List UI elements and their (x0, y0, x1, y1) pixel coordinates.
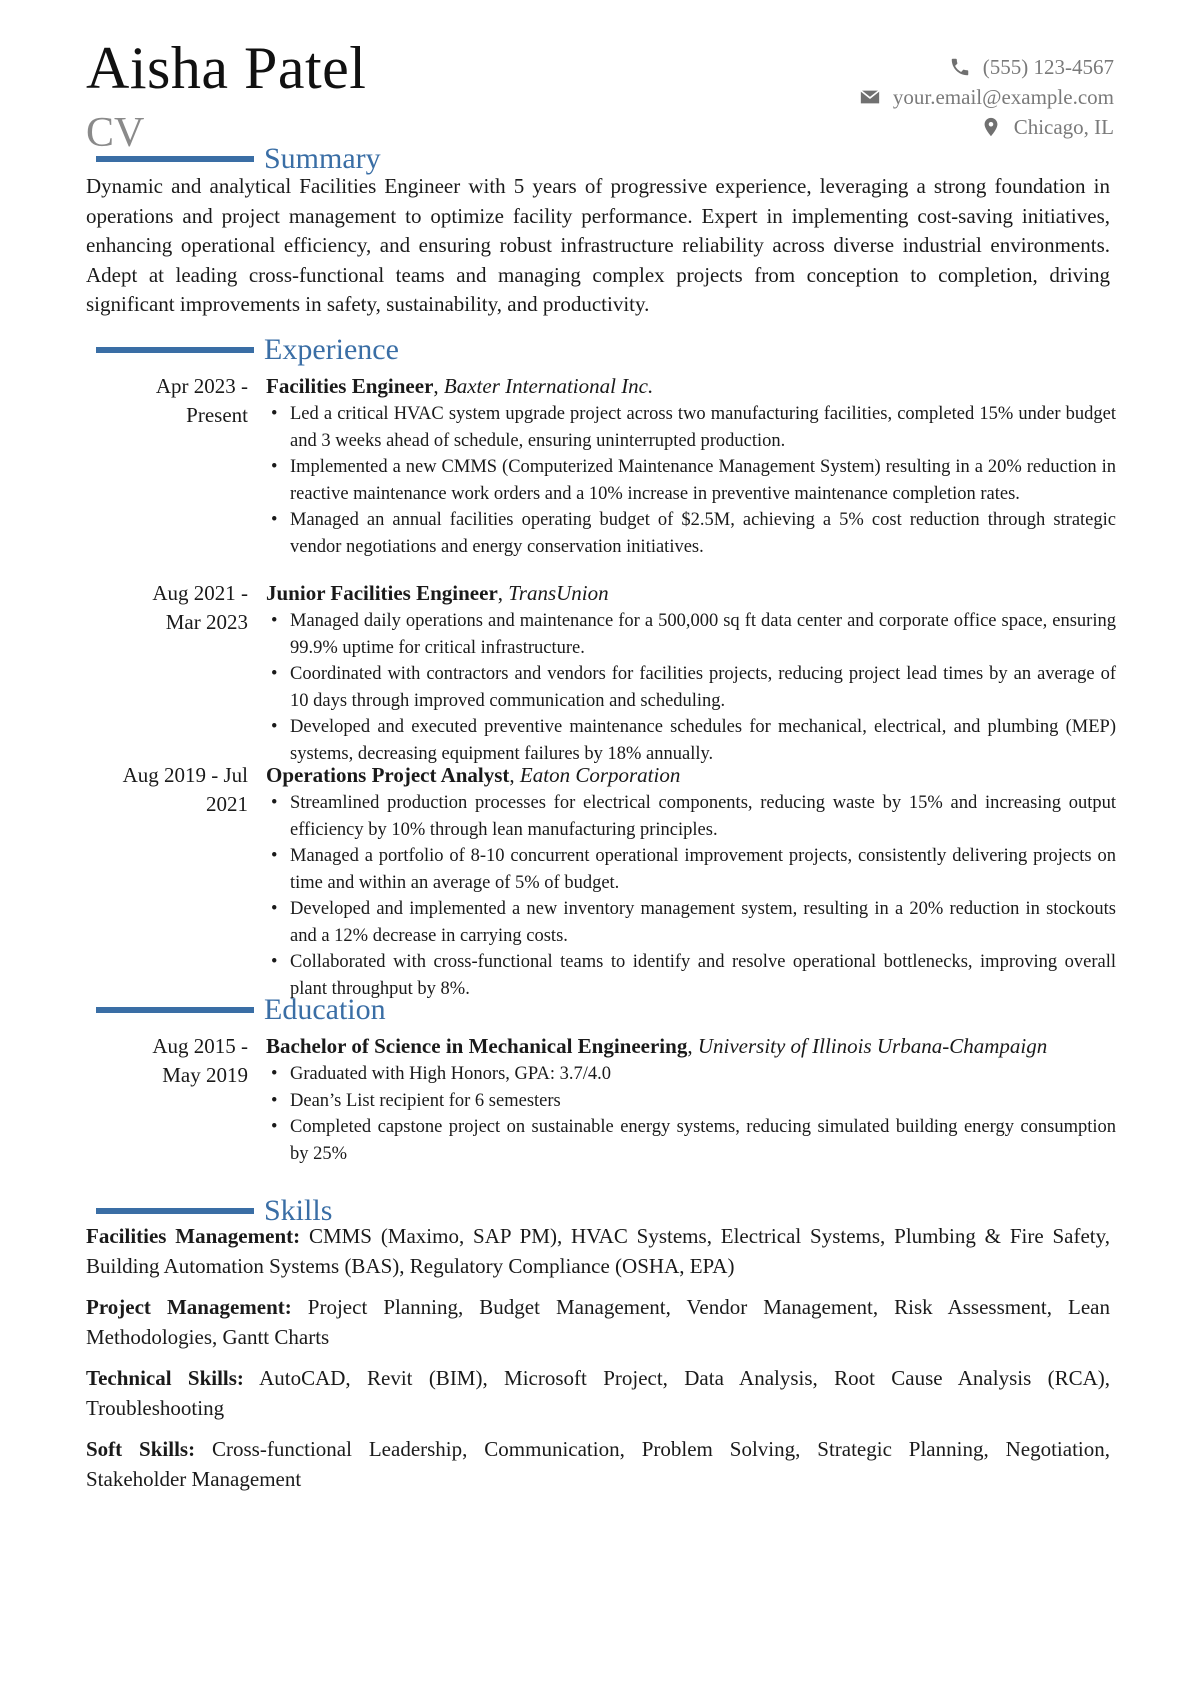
document-subtitle: CV (86, 110, 145, 156)
list-item: • Developed and implemented a new inventory management system, resulting in a 20% reduction in stockouts and a 12% decrease in carrying costs. (266, 896, 1116, 949)
entry-content: Facilities Engineer, Baxter International Inc. • Led a critical HVAC system upgrade project across two manufacturing facilities, completed 15% under budget and 3 weeks ahead of schedule, ensuring uninterrupted production. • Implemented a new CMMS (Computerized Maintenance Management System) resulting in a 20% reduction in reactive maintenance work orders and a 10% increase in preventive maintenance completion rates. • Managed an annual facilities operating budget of $2.5M, achieving a 5% cost reduction through strategic vendor negotiations and energy conservation initiatives. (266, 372, 1116, 560)
section-title: Summary (264, 142, 381, 175)
contact-phone (859, 52, 1114, 82)
degree-title: Bachelor of Science in Mechanical Engineering (266, 1034, 688, 1058)
list-item: • Led a critical HVAC system upgrade project across two manufacturing facilities, completed 15% under budget and 3 weeks ahead of schedule, ensuring uninterrupted production. (266, 401, 1116, 454)
skill-row (86, 1435, 1110, 1494)
skill-value: CMMS (Maximo, SAP PM), HVAC Systems, Electrical Systems, Plumbing & Fire Safety, Building Automation Systems (BAS), Regulatory Compliance (OSHA, EPA) (86, 1224, 1111, 1278)
skill-label: Soft Skills: (86, 1437, 196, 1461)
skill-label: Facilities Management: (86, 1224, 301, 1248)
section-title: Education (264, 993, 386, 1026)
entry-date: Aug 2015 - May 2019 (152, 1034, 248, 1087)
section-title: Experience (264, 333, 399, 366)
list-item: • Coordinated with contractors and vendors for facilities projects, reducing project lead times by an average of 10 days through improved communication and scheduling. (266, 661, 1116, 714)
entry-content: Operations Project Analyst, Eaton Corporation • Streamlined production processes for electrical components, reducing waste by 15% and increasing output efficiency by 10% through lean manufacturing principles. • Managed a portfolio of 8-10 concurrent operational improvement projects, consistently delivering projects on time and within an average of 5% of budget. • Developed and implemented a new inventory management system, resulting in a 20% reduction in stockouts and a 12% decrease in carrying costs. • Collaborated with cross-functional teams to identify and resolve operational bottlenecks, improving overall plant throughput by 8%. (266, 761, 1116, 1002)
map-pin-icon (980, 116, 1002, 138)
skill-value: AutoCAD, Revit (BIM), Microsoft Project, Data Analysis, Root Cause Analysis (RCA), Troubleshooting (86, 1366, 1110, 1420)
list-item: • Dean’s List recipient for 6 semesters (266, 1088, 1116, 1115)
candidate-name: Aisha Patel (86, 35, 367, 101)
section-experience-heading (96, 332, 399, 368)
list-item: • Streamlined production processes for electrical components, reducing waste by 15% and increasing output efficiency by 10% through lean manufacturing principles. (266, 790, 1116, 843)
location-text: Chicago, IL (1013, 114, 1114, 139)
job-title: Operations Project Analyst (266, 763, 510, 787)
list-item: • Developed and executed preventive maintenance schedules for mechanical, electrical, and plumbing (MEP) systems, decreasing equipment failures by 18% annually. (266, 714, 1116, 767)
company-name: Eaton Corporation (519, 763, 681, 787)
summary-text: Dynamic and analytical Facilities Engineer with 5 years of progressive experience, leveraging a strong foundation in operations and project management to optimize facility performance. Expert in implementing cost-saving initiatives, enhancing operational efficiency, and ensuring robust infrastructure reliability across diverse industrial environments. Adept at leading cross-functional teams and managing complex projects from conception to completion, driving significant improvements in safety, sustainability, and productivity. (86, 174, 1110, 316)
contact-location (859, 112, 1114, 142)
skill-value: Cross-functional Leadership, Communication, Problem Solving, Strategic Planning, Negotiation, Stakeholder Management (86, 1437, 1110, 1491)
contact-block (859, 52, 1114, 142)
contact-email (859, 82, 1114, 112)
skill-label: Technical Skills: (86, 1366, 244, 1390)
entry-content: Junior Facilities Engineer, TransUnion • Managed daily operations and maintenance for a 500,000 sq ft data center and corporate office space, ensuring 99.9% uptime for critical infrastructure. • Coordinated with contractors and vendors for facilities projects, reducing project lead times by an average of 10 days through improved communication and scheduling. • Developed and executed preventive maintenance schedules for mechanical, electrical, and plumbing (MEP) systems, decreasing equipment failures by 18% annually. (266, 579, 1116, 767)
envelope-icon (859, 86, 881, 108)
list-item: • Managed an annual facilities operating budget of $2.5M, achieving a 5% cost reduction through strategic vendor negotiations and energy conservation initiatives. (266, 507, 1116, 560)
list-item: • Completed capstone project on sustainable energy systems, reducing simulated building energy consumption by 25% (266, 1114, 1116, 1167)
bullet-list (266, 401, 1116, 560)
section-rule (96, 1007, 254, 1013)
skill-value: Project Planning, Budget Management, Vendor Management, Risk Assessment, Lean Methodologies, Gantt Charts (86, 1295, 1110, 1349)
list-item: • Graduated with High Honors, GPA: 3.7/4.0 (266, 1061, 1116, 1088)
list-item: • Managed a portfolio of 8-10 concurrent operational improvement projects, consistently delivering projects on time and within an average of 5% of budget. (266, 843, 1116, 896)
school-name: University of Illinois Urbana-Champaign (697, 1034, 1048, 1058)
section-rule (96, 1208, 254, 1214)
company-name: TransUnion (508, 581, 609, 605)
section-education-heading (96, 992, 386, 1028)
bullet-list (266, 608, 1116, 767)
section-rule (96, 347, 254, 353)
entry-date: Aug 2019 - Jul 2021 (122, 763, 248, 816)
job-title: Junior Facilities Engineer (266, 581, 498, 605)
list-item: • Implemented a new CMMS (Computerized Maintenance Management System) resulting in a 20% reduction in reactive maintenance work orders and a 10% increase in preventive maintenance completion rates. (266, 454, 1116, 507)
section-rule (96, 156, 254, 162)
entry-date: Aug 2021 - Mar 2023 (152, 581, 248, 634)
list-item: • Collaborated with cross-functional teams to identify and resolve operational bottlenecks, improving overall plant throughput by 8%. (266, 949, 1116, 1002)
email-address[interactable]: your.email@example.com (892, 84, 1114, 109)
bullet-list (266, 1061, 1116, 1167)
company-name: Baxter International Inc. (443, 374, 654, 398)
skills-list (86, 1222, 1110, 1506)
bullet-list (266, 790, 1116, 1002)
phone-icon (949, 56, 971, 78)
list-item: • Managed daily operations and maintenance for a 500,000 sq ft data center and corporate office space, ensuring 99.9% uptime for critical infrastructure. (266, 608, 1116, 661)
skill-label: Project Management: (86, 1295, 292, 1319)
skill-row (86, 1222, 1110, 1281)
section-title: Skills (264, 1194, 333, 1227)
job-title: Facilities Engineer (266, 374, 434, 398)
phone-number: (555) 123-4567 (982, 54, 1114, 79)
entry-content: Bachelor of Science in Mechanical Engineering, University of Illinois Urbana-Champaign • Graduated with High Honors, GPA: 3.7/4.0 • Dean’s List recipient for 6 semesters • Completed capstone project on sustainable energy systems, reducing simulated building energy consumption by 25% (266, 1032, 1116, 1167)
skill-row (86, 1364, 1110, 1423)
entry-date: Apr 2023 - Present (155, 374, 248, 427)
skill-row (86, 1293, 1110, 1352)
